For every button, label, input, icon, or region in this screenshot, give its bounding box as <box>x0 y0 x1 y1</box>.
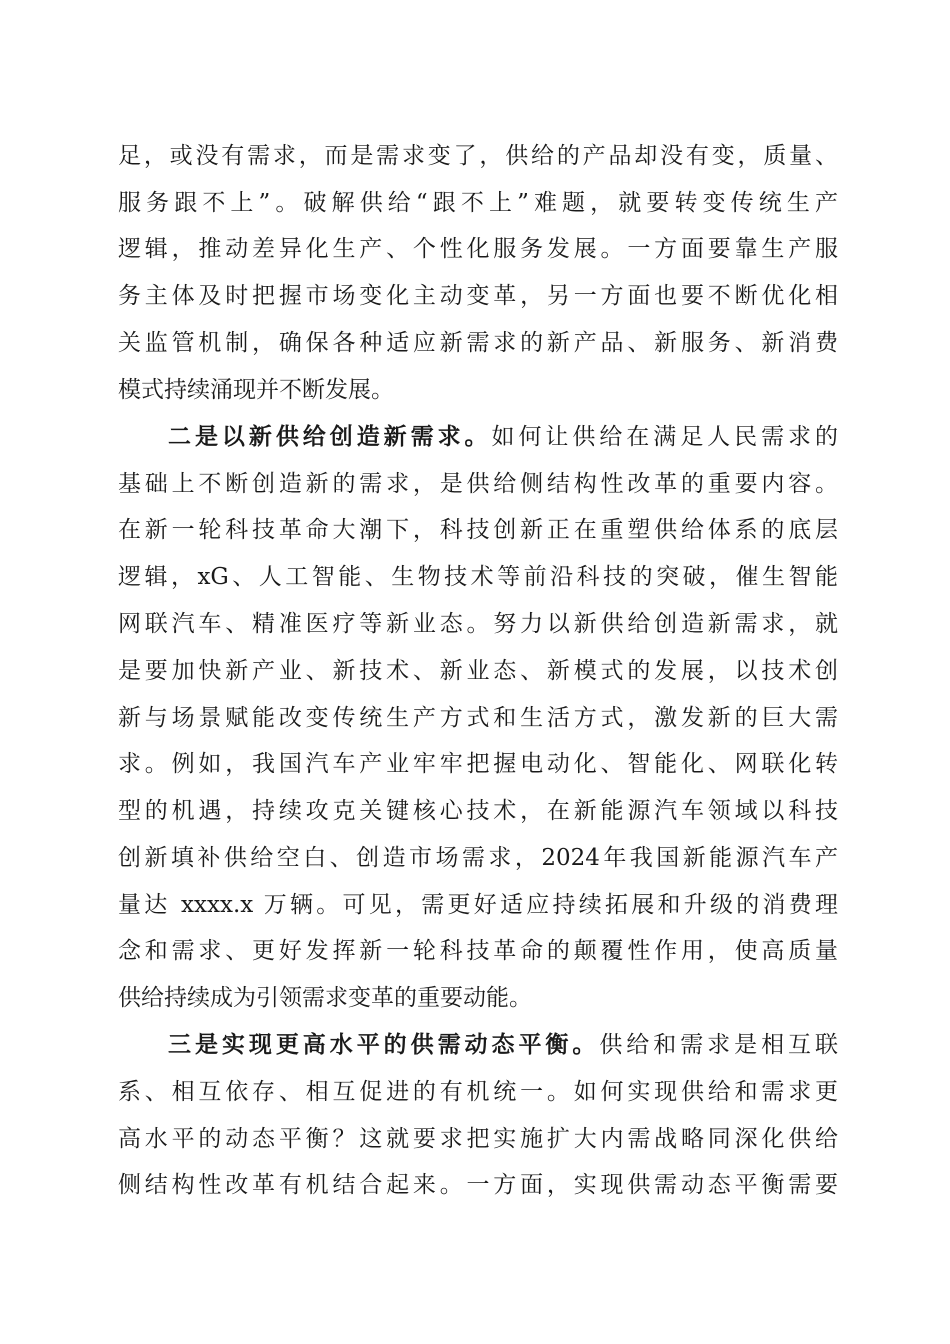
paragraph-3-line-2: 系、相互依存、相互促进的有机统一。如何实现供给和需求更 <box>118 1079 838 1105</box>
paragraph-2-line-12: 念和需求、更好发挥新一轮科技革命的颠覆性作用，使高质量 <box>118 938 838 964</box>
paragraph-2-line-2: 基础上不断创造新的需求，是供给侧结构性改革的重要内容。 <box>118 471 838 497</box>
paragraph-2-line-10: 创新填补供给空白、创造市场需求，2024年我国新能源汽车产 <box>118 845 838 871</box>
paragraph-1-line-1: 足，或没有需求，而是需求变了，供给的产品却没有变，质量、 <box>118 143 838 169</box>
paragraph-2-line-13: 供给持续成为引领需求变革的重要动能。 <box>118 985 532 1011</box>
paragraph-2-line-3: 在新一轮科技革命大潮下，科技创新正在重塑供给体系的底层 <box>118 517 838 543</box>
paragraph-2-line-6: 是要加快新产业、新技术、新业态、新模式的发展，以技术创 <box>118 658 838 684</box>
paragraph-2-line-11: 量达 xxxx.x 万辆。可见，需更好适应持续拓展和升级的消费理 <box>118 892 838 918</box>
paragraph-1-line-6: 模式持续涌现并不断发展。 <box>118 377 394 403</box>
paragraph-1-line-5: 关监管机制，确保各种适应新需求的新产品、新服务、新消费 <box>118 330 838 356</box>
paragraph-3-line-1-text: 供给和需求是相互联 <box>599 1032 839 1058</box>
paragraph-1-line-2: 服务跟不上”。破解供给“跟不上”难题，就要转变传统生产 <box>118 190 838 216</box>
paragraph-1-line-3: 逻辑，推动差异化生产、个性化服务发展。一方面要靠生产服 <box>118 236 838 262</box>
paragraph-2-heading: 二是以新供给创造新需求。 <box>168 423 492 450</box>
paragraph-2-line-1-text: 如何让供给在满足人民需求的 <box>491 424 839 450</box>
paragraph-2-line-7: 新与场景赋能改变传统生产方式和生活方式，激发新的巨大需 <box>118 705 838 731</box>
paragraph-2-line-1 <box>168 419 838 455</box>
paragraph-3-line-1 <box>168 1027 838 1063</box>
paragraph-2-line-9: 型的机遇，持续攻克关键核心技术，在新能源汽车领域以科技 <box>118 798 838 824</box>
paragraph-2-line-8: 求。例如，我国汽车产业牢牢把握电动化、智能化、网联化转 <box>118 751 838 777</box>
paragraph-2-line-4: 逻辑，xG、人工智能、生物技术等前沿科技的突破，催生智能 <box>118 564 838 590</box>
paragraph-3-heading: 三是实现更高水平的供需动态平衡。 <box>168 1031 600 1058</box>
paragraph-1-line-4: 务主体及时把握市场变化主动变革，另一方面也要不断优化相 <box>118 283 838 309</box>
paragraph-3-line-4: 侧结构性改革有机结合起来。一方面，实现供需动态平衡需要 <box>118 1172 838 1198</box>
paragraph-3-line-3: 高水平的动态平衡？这就要求把实施扩大内需战略同深化供给 <box>118 1126 838 1152</box>
paragraph-2-line-5: 网联汽车、精准医疗等新业态。努力以新供给创造新需求，就 <box>118 611 838 637</box>
